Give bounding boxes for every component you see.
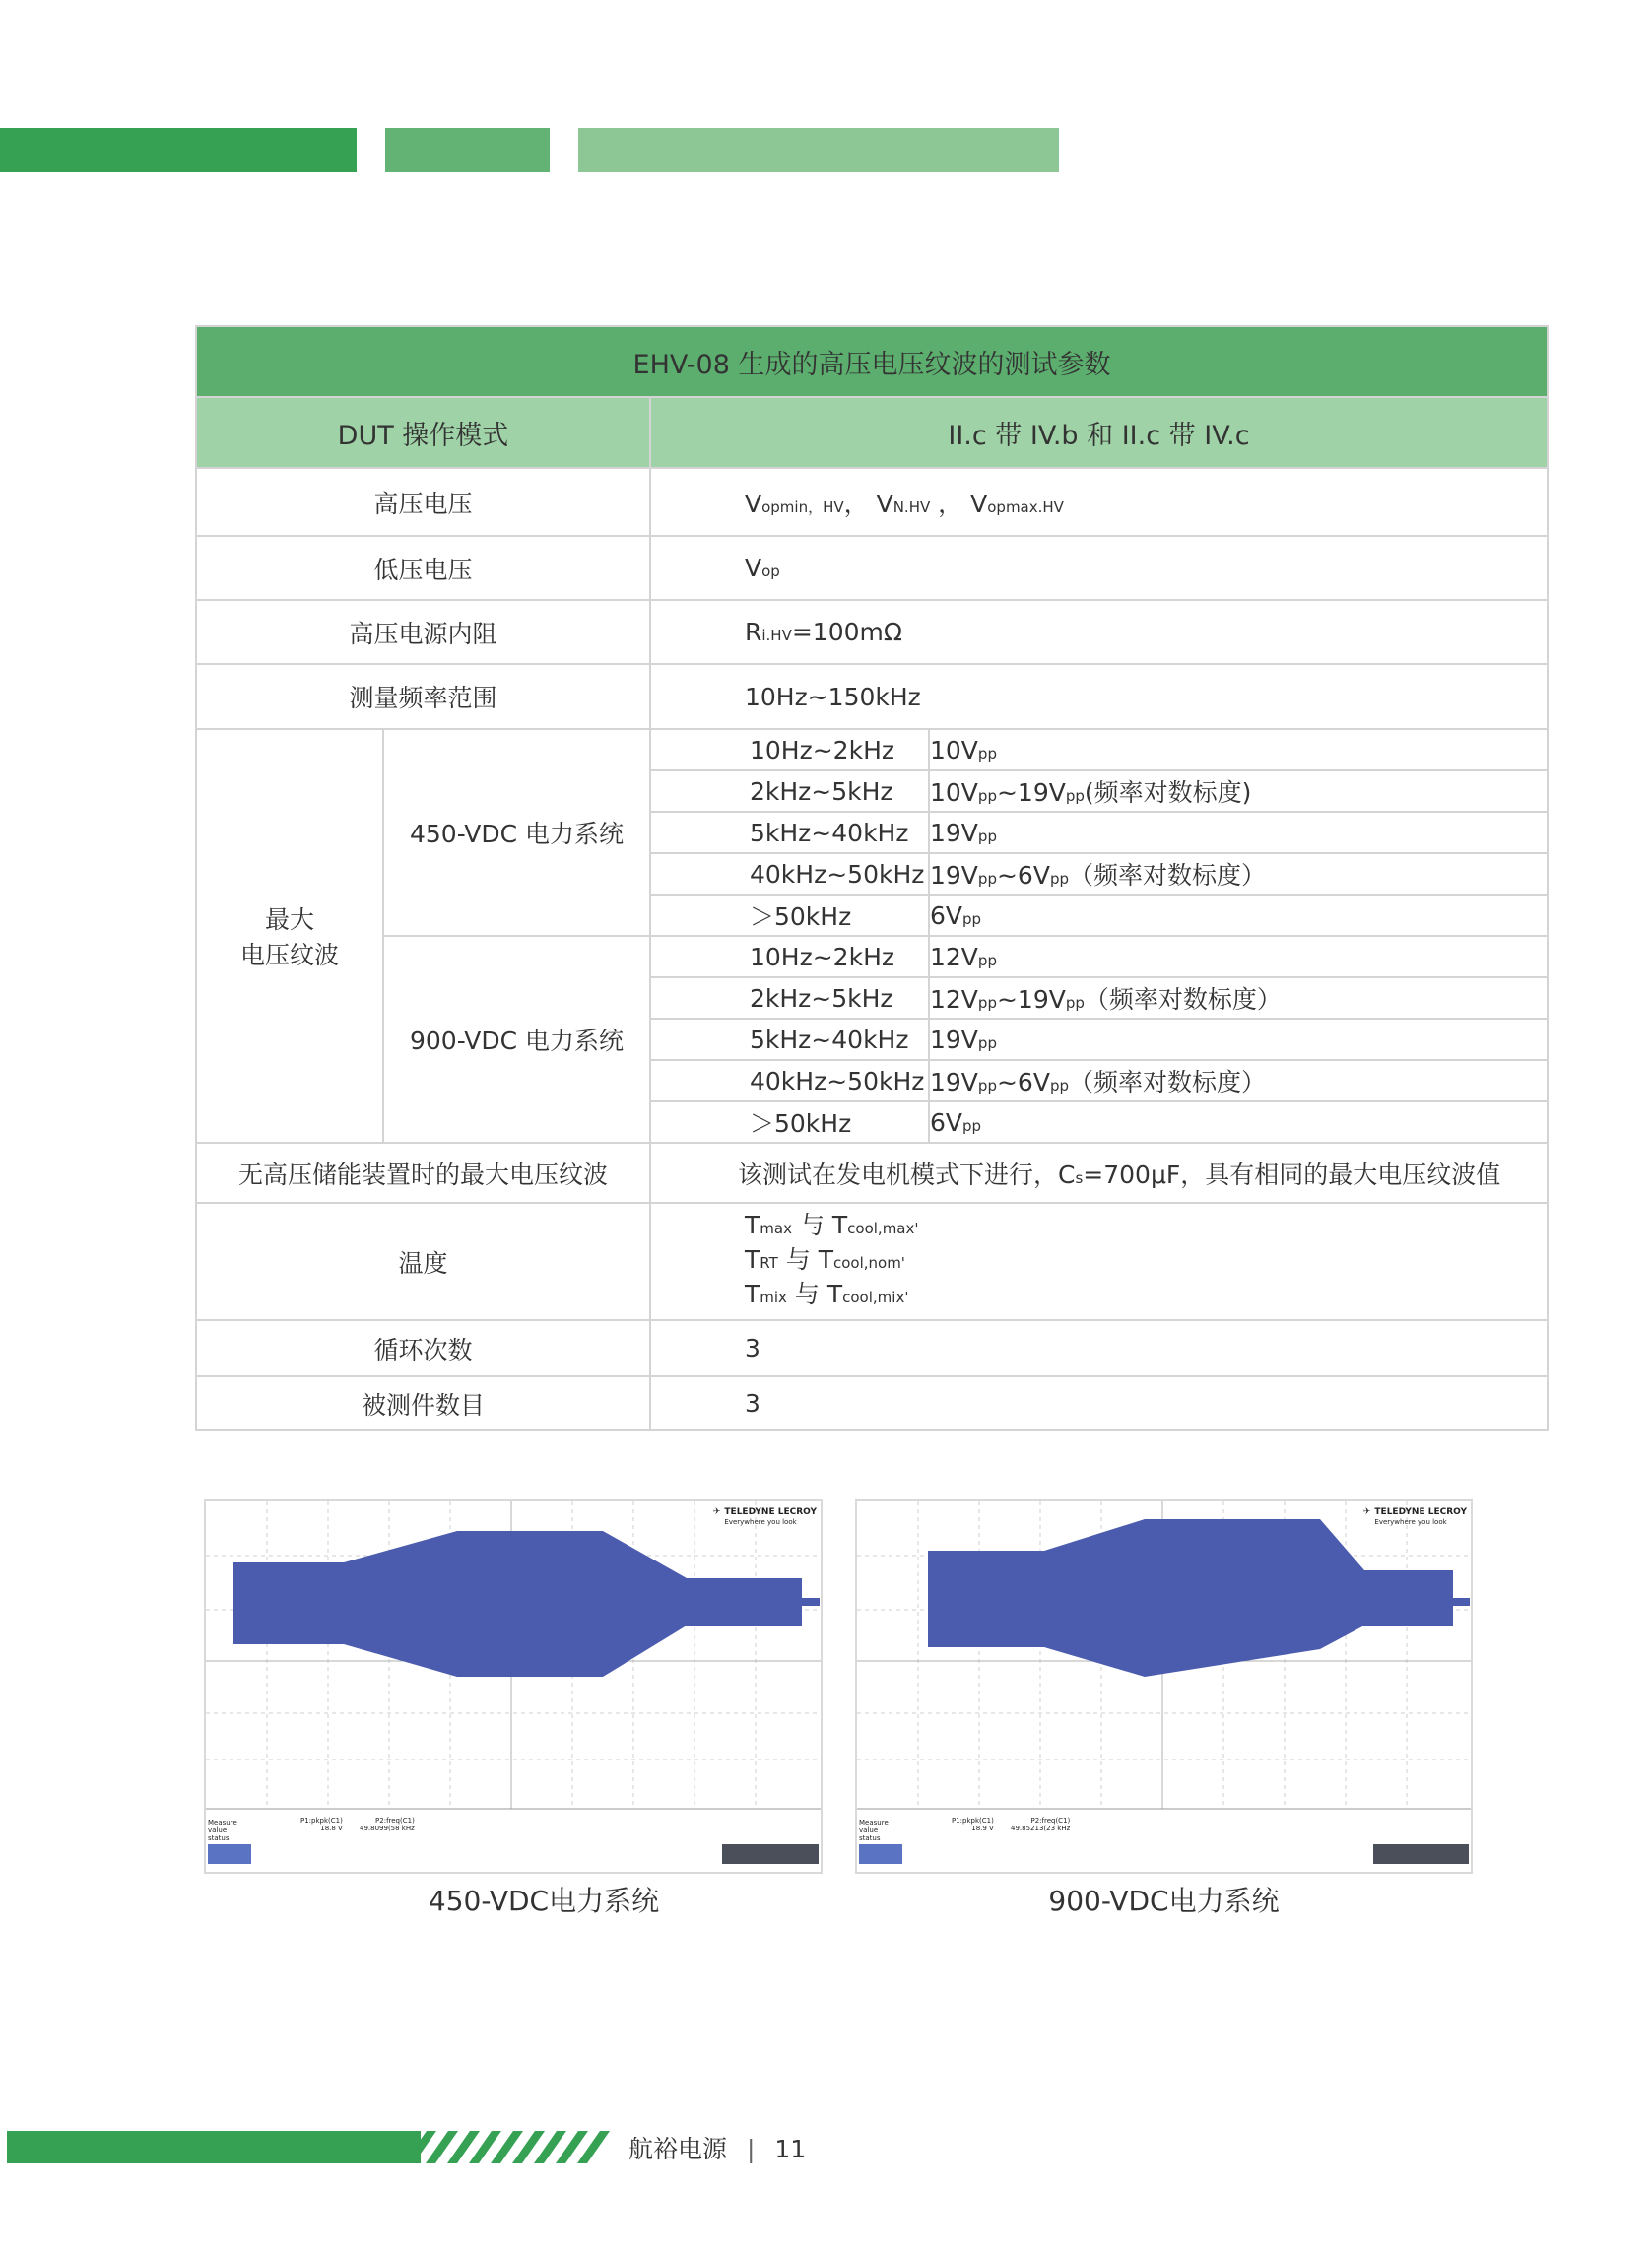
- high-voltage-value: Vopmin，HV， VN.HV ， Vopmax.HV: [650, 468, 1548, 536]
- ripple-freq: 10Hz~2kHz: [650, 936, 929, 977]
- ripple-amplitude: 6Vpp: [929, 895, 1548, 936]
- measure-labels: Measure value status: [208, 1819, 237, 1842]
- footer-text: [628, 2130, 806, 2165]
- row-label-resistance: 高压电源内阻: [196, 600, 650, 664]
- table-row: [196, 729, 1548, 770]
- caption-450: 450-VDC电力系统: [428, 1885, 660, 1917]
- ripple-freq: 40kHz~50kHz: [650, 853, 929, 895]
- table-row: [196, 536, 1548, 600]
- header-modes: II.c 带 IV.b 和 II.c 带 IV.c: [650, 397, 1548, 468]
- p1-readout: P1:pkpk(C1) 18.9 V: [952, 1817, 994, 1832]
- ripple-amplitude: 10Vpp~19Vpp(频率对数标度): [929, 770, 1548, 812]
- scope-grid-900: [857, 1501, 1471, 1872]
- dut-count-value: 3: [650, 1376, 1548, 1430]
- row-label-dut-count: 被测件数目: [196, 1376, 650, 1430]
- ripple-envelope: [928, 1519, 1453, 1677]
- row-label-high-voltage: 高压电压: [196, 468, 650, 536]
- footer-bar: [7, 2131, 421, 2163]
- teledyne-logo: ✈ TELEDYNE LECROY Everywhere you look: [712, 1507, 817, 1526]
- ripple-tail: [802, 1598, 820, 1606]
- scope-screenshot-450: [204, 1499, 823, 1874]
- p2-readout: P2:freq(C1) 49.85213(23 kHz: [1011, 1817, 1071, 1832]
- footer-company: 航裕电源: [628, 2135, 728, 2163]
- row-label-no-storage: 无高压储能装置时的最大电压纹波: [196, 1143, 650, 1203]
- teledyne-logo: ✈ TELEDYNE LECROY Everywhere you look: [1362, 1507, 1467, 1526]
- teledyne-logo-icon: ✈: [712, 1507, 721, 1517]
- top-bar-mid: [385, 128, 550, 172]
- resistance-value: Ri.HV=100mΩ: [650, 600, 1548, 664]
- caption-900: 900-VDC电力系统: [1048, 1885, 1280, 1917]
- p1-readout: P1:pkpk(C1) 18.8 V: [300, 1817, 343, 1832]
- freq-range-value: 10Hz~150kHz: [650, 664, 1548, 729]
- test-parameter-table: [195, 325, 1549, 1431]
- cycles-value: 3: [650, 1320, 1548, 1376]
- ripple-freq: ＞50kHz: [650, 1101, 929, 1143]
- row-label-low-voltage: 低压电压: [196, 536, 650, 600]
- table-title: EHV-08 生成的高压电压纹波的测试参数: [196, 326, 1548, 397]
- top-bar-light: [578, 128, 1059, 172]
- no-storage-value: 该测试在发电机模式下进行，Cs=700μF，具有相同的最大电压纹波值: [650, 1143, 1548, 1203]
- ripple-amplitude: 12Vpp: [929, 936, 1548, 977]
- table-row: [196, 600, 1548, 664]
- table-title-row: [196, 326, 1548, 397]
- ripple-freq: 5kHz~40kHz: [650, 1019, 929, 1060]
- ripple-tail: [1453, 1598, 1470, 1606]
- ripple-freq: ＞50kHz: [650, 895, 929, 936]
- ripple-amplitude: 19Vpp~6Vpp（频率对数标度）: [929, 853, 1548, 895]
- table-row: [196, 1376, 1548, 1430]
- table-header-row: [196, 397, 1548, 468]
- table-row: [196, 664, 1548, 729]
- ripple-amplitude: 19Vpp: [929, 812, 1548, 853]
- ripple-amplitude: 6Vpp: [929, 1101, 1548, 1143]
- temperature-value: Tmax 与 Tcool,max' TRT 与 Tcool,nom' Tmix 与 Tcool,mix': [650, 1203, 1548, 1320]
- table-row: [196, 1203, 1548, 1320]
- low-voltage-value: Vop: [650, 536, 1548, 600]
- measure-labels: Measure value status: [859, 1819, 889, 1842]
- ripple-amplitude: 19Vpp~6Vpp（频率对数标度）: [929, 1060, 1548, 1101]
- footer-stripes: [404, 2131, 611, 2163]
- max-ripple-label: 最大 电压纹波: [196, 729, 383, 1143]
- teledyne-logo-icon: ✈: [1362, 1507, 1371, 1517]
- row-label-temperature: 温度: [196, 1203, 650, 1320]
- footer-separator: |: [746, 2135, 756, 2163]
- system-450-label: 450-VDC 电力系统: [383, 729, 650, 936]
- p2-readout: P2:freq(C1) 49.8099(58 kHz: [360, 1817, 415, 1832]
- table-row: [196, 1320, 1548, 1376]
- system-900-label: 900-VDC 电力系统: [383, 936, 650, 1143]
- row-label-freq-range: 测量频率范围: [196, 664, 650, 729]
- top-bar-dark: [0, 128, 357, 172]
- ripple-freq: 10Hz~2kHz: [650, 729, 929, 770]
- ripple-envelope: [233, 1531, 802, 1677]
- table-row: [196, 468, 1548, 536]
- ripple-freq: 5kHz~40kHz: [650, 812, 929, 853]
- header-dut-mode: DUT 操作模式: [196, 397, 650, 468]
- scope-grid-450: [206, 1501, 821, 1872]
- ripple-amplitude: 10Vpp: [929, 729, 1548, 770]
- scope-screenshot-900: [855, 1499, 1473, 1874]
- ripple-freq: 2kHz~5kHz: [650, 770, 929, 812]
- table-row: [196, 936, 1548, 977]
- footer-page-number: 11: [774, 2135, 807, 2163]
- ripple-freq: 40kHz~50kHz: [650, 1060, 929, 1101]
- row-label-cycles: 循环次数: [196, 1320, 650, 1376]
- ripple-freq: 2kHz~5kHz: [650, 977, 929, 1019]
- table-row: [196, 1143, 1548, 1203]
- ripple-amplitude: 19Vpp: [929, 1019, 1548, 1060]
- ripple-amplitude: 12Vpp~19Vpp（频率对数标度）: [929, 977, 1548, 1019]
